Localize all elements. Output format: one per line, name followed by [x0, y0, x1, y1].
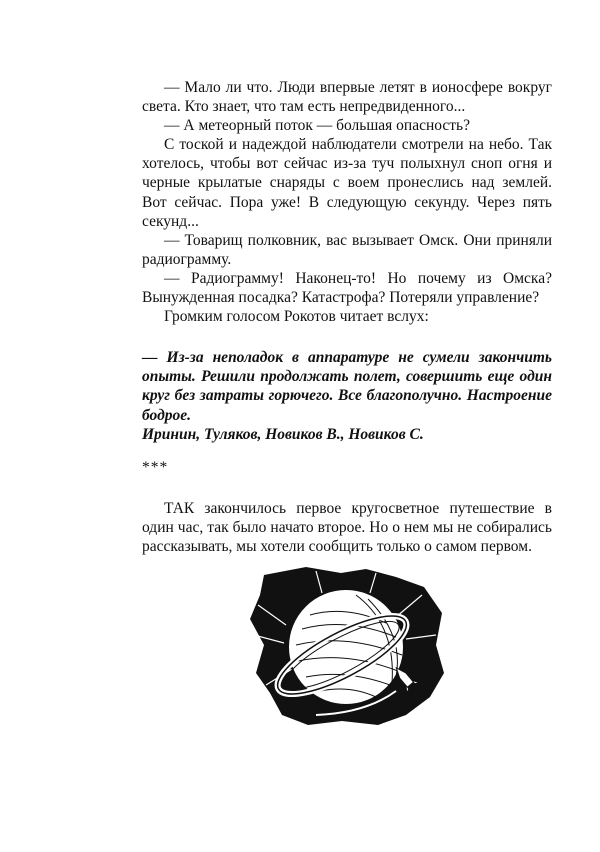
closing-paragraph: ТАК закончилось первое кругосветное путешествие в один час, так было начато второе. Но о нем мы не собирались рассказывать, мы хотели сообщить только о самом первом.: [142, 499, 552, 555]
planet-with-ring-and-rocket-illustration: [246, 565, 446, 727]
dialogue-paragraph: — Мало ли что. Люди впервые летят в ионосфере вокруг света. Кто знает, что там есть непредвиденного...: [142, 79, 552, 116]
radiogram-text-block: [142, 348, 552, 443]
radiogram-text: — Из-за неполадок в аппаратуре не сумели закончить опыты. Решили продолжать полет, совершить еще один круг без затраты горючего. Все благополучно. Настроение бодрое.: [142, 349, 552, 424]
narrative-paragraph: Громким голосом Рокотов читает вслух:: [164, 308, 429, 326]
radiogram-signature: Иринин, Туляков, Новиков В., Новиков С.: [142, 425, 424, 443]
section-separator: ***: [142, 458, 169, 476]
dialogue-paragraph: — Радиограмму! Наконец-то! Но почему из Омска? Вынужденная посадка? Катастрофа? Потеряли управление?: [142, 269, 552, 307]
dialogue-paragraph: — Товарищ полковник, вас вызывает Омск. Они приняли радиограмму.: [142, 231, 552, 268]
dialogue-paragraph: — А метеорный поток — большая опасность?: [164, 117, 470, 135]
narrative-paragraph: С тоской и надеждой наблюдатели смотрели на небо. Так хотелось, чтобы вот сейчас из-за туч полыхнул сноп огня и черные крылатые снаряды с воем пронеслись над землей. Вот сейчас. Пора уже! В следующую секунду. Через пять секунд...: [142, 136, 552, 230]
book-page-text: [142, 78, 552, 556]
